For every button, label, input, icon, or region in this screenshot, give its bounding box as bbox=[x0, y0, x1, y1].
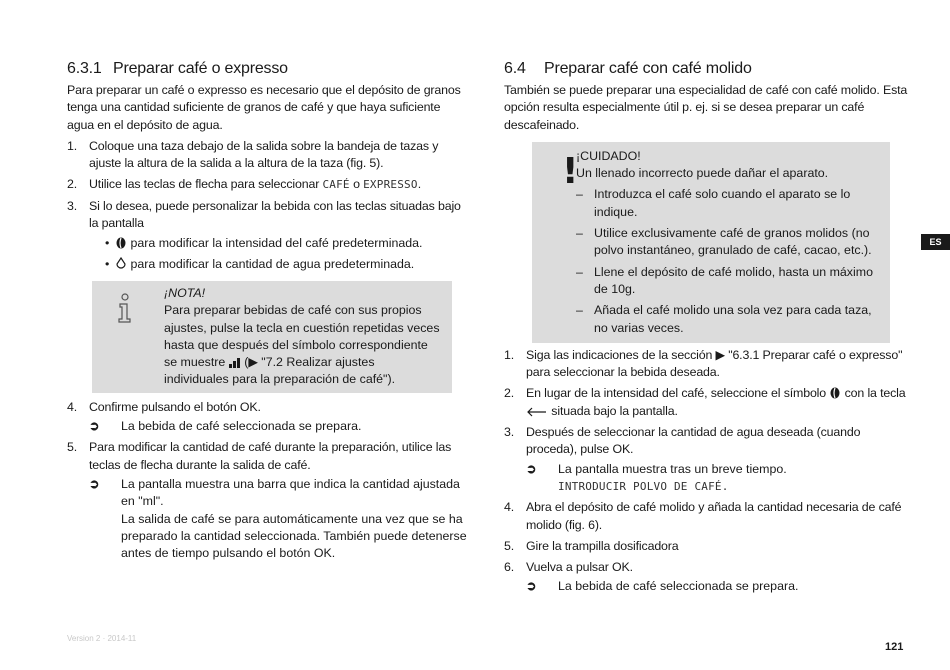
warning-item: – Utilice exclusivamente café de granos molidos (no polvo instantáneo, granulado de café, cacao, etc.). bbox=[576, 226, 872, 258]
intro-paragraph: También se puede preparar una especialidad de café con café molido. Esta opción resulta especialmente útil p. ej. si se desea preparar un café descafeinado. bbox=[504, 83, 908, 132]
section-heading-6-4: 6.4 Preparar café con café molido bbox=[504, 60, 752, 77]
result-arrow-icon: ➲ bbox=[89, 419, 100, 434]
warning-item: – Añada el café molido una sola vez para cada taza, no varias veces. bbox=[576, 303, 872, 335]
display-text-expresso: EXPRESSO bbox=[363, 178, 418, 192]
warning-item: – Llene el depósito de café molido, hasta un máximo de 10g. bbox=[576, 264, 873, 296]
result-arrow-icon: ➲ bbox=[526, 579, 537, 594]
step-5-result: ➲ La pantalla muestra una barra que indica la cantidad ajustada en "ml". La salida de café se para automáticamente una vez que se ha preparado la cantidad seleccionada. También puede detenerse antes de tiempo pulsando el botón OK. bbox=[89, 476, 467, 561]
step-3-result: ➲ La pantalla muestra tras un breve tiempo. INTRODUCIR POLVO DE CAFÉ. bbox=[526, 461, 787, 493]
result-arrow-icon: ➲ bbox=[526, 461, 537, 476]
step-1: 1. Siga las indicaciones de la sección ▶ "6.3.1 Preparar café o expresso" para seleccionar la bebida deseada. bbox=[504, 347, 903, 380]
step-1: 1. Coloque una taza debajo de la salida sobre la bandeja de tazas y ajuste la altura de la salida a la altura de la taza (fig. 5). bbox=[67, 138, 439, 171]
warning-text: Un llenado incorrecto puede dañar el aparato. bbox=[576, 166, 829, 181]
step-5: 5. Para modificar la cantidad de café durante la preparación, utilice las teclas de flecha durante la salida de café. bbox=[67, 440, 452, 472]
step-4-result: ➲ La bebida de café seleccionada se prepara. bbox=[89, 418, 467, 435]
info-icon bbox=[114, 293, 136, 325]
section-heading-6-3-1: 6.3.1 Preparar café o expresso bbox=[67, 60, 288, 77]
step-5: 5. Gire la trampilla dosificadora bbox=[504, 538, 679, 553]
bullet-water: • para modificar la cantidad de agua predeterminada. bbox=[105, 256, 415, 271]
display-text-cafe: CAFÉ bbox=[322, 178, 350, 192]
bean-icon bbox=[115, 237, 127, 249]
warning-title: ¡CUIDADO! bbox=[576, 148, 641, 163]
result-arrow-icon: ➲ bbox=[89, 476, 100, 491]
step-2: 2. En lugar de la intensidad del café, seleccione el símbolo con la tecla situada bajo la pantalla. bbox=[504, 386, 906, 418]
signal-bars-icon bbox=[229, 358, 241, 368]
intro-paragraph: Para preparar un café o expresso es necesario que el depósito de granos tenga una cantidad suficiente de granos de café y que haya suficiente agua en el depósito de agua. bbox=[67, 83, 461, 132]
key-arrow-icon bbox=[526, 407, 548, 417]
left-column bbox=[67, 60, 467, 562]
footer-version: Version 2 · 2014-11 bbox=[67, 634, 137, 643]
step-2: 2. Utilice las teclas de flecha para seleccionar CAFÉ o EXPRESSO. bbox=[67, 177, 421, 192]
warning-item: – Introduzca el café solo cuando el aparato se lo indique. bbox=[576, 187, 851, 219]
warning-icon: ! bbox=[562, 150, 579, 192]
water-drop-icon bbox=[115, 257, 127, 270]
step-3: 3. Si lo desea, puede personalizar la bebida con las teclas situadas bajo la pantalla bbox=[67, 198, 461, 231]
step-4: 4. Abra el depósito de café molido y añada la cantidad necesaria de café molido (fig. 6). bbox=[504, 500, 902, 532]
step-3: 3. Después de seleccionar la cantidad de agua deseada (cuando proceda), pulse OK. bbox=[504, 425, 861, 457]
display-text-introducir: INTRODUCIR POLVO DE CAFÉ. bbox=[558, 479, 729, 493]
page-number: 121 bbox=[885, 641, 904, 653]
step-4: 4. Confirme pulsando el botón OK. bbox=[67, 399, 261, 414]
warning-box bbox=[532, 142, 890, 343]
step-6: 6. Vuelva a pulsar OK. bbox=[504, 560, 633, 575]
step-6-result: ➲ La bebida de café seleccionada se prepara. bbox=[526, 578, 908, 595]
note-title: ¡NOTA! bbox=[164, 285, 206, 300]
bullet-intensity: • para modificar la intensidad del café predeterminada. bbox=[105, 236, 423, 251]
bean-icon bbox=[829, 387, 841, 399]
note-box bbox=[92, 281, 452, 393]
language-badge: ES bbox=[921, 234, 950, 250]
right-column bbox=[504, 60, 908, 596]
note-text: Para preparar bebidas de café con sus propios ajustes, pulse la tecla en cuestión repetidas veces hasta que después del símbolo correspondiente se muestre (▶ "7.2 Realizar ajustes individuales para la preparación de café"). bbox=[164, 303, 440, 387]
